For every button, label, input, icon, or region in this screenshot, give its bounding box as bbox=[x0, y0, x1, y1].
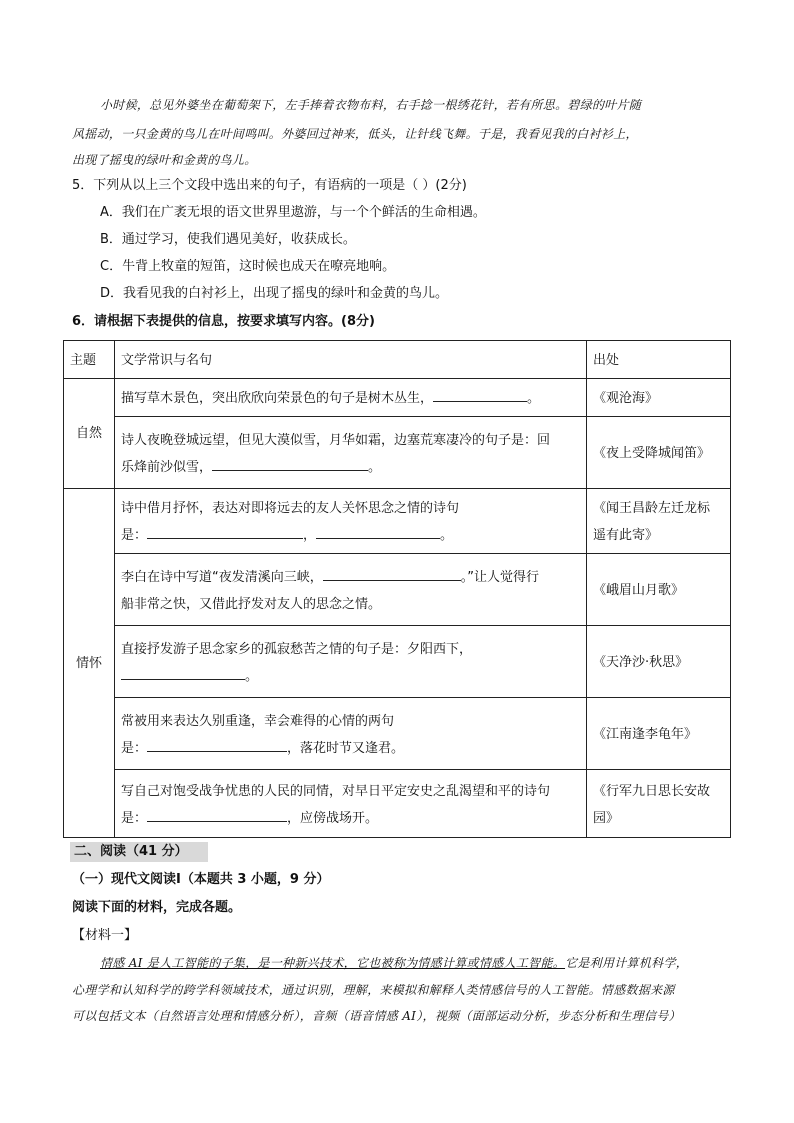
answer-blank[interactable] bbox=[147, 807, 287, 822]
content-text: 。 bbox=[527, 391, 541, 406]
paragraph-text: 它是利用计算机科学， bbox=[565, 956, 689, 970]
content-text: 诗人夜晚登城远望，但见大漠似雪，月华如霜，边塞荒寒凄冷的句子是：回 bbox=[121, 432, 551, 448]
source-cell bbox=[587, 489, 731, 554]
table-row bbox=[64, 489, 731, 554]
content-text: 诗中借月抒怀，表达对即将远去的友人关怀思念之情的诗句 bbox=[121, 501, 460, 516]
content-text: 写自己对饱受战争忧患的人民的同情，对早日平定安史之乱渴望和平的诗句 bbox=[121, 783, 551, 799]
source-cell: 《天净沙·秋思》 bbox=[587, 626, 731, 698]
content-cell bbox=[115, 489, 587, 554]
underlined-sentence: 情感 AI 是人工智能的子集，是一种新兴技术，它也被称为情感计算或情感人工智能。 bbox=[100, 956, 566, 970]
content-cell bbox=[115, 626, 587, 698]
content-cell bbox=[115, 379, 587, 417]
content-cell bbox=[115, 417, 587, 489]
q5-option-d: D．我看见我的白衬衫上，出现了摇曳的绿叶和金黄的鸟儿。 bbox=[100, 286, 449, 301]
header-content: 文学常识与名句 bbox=[115, 341, 587, 379]
source-text: 《闻王昌龄左迁龙标 bbox=[593, 501, 711, 516]
table-row bbox=[64, 417, 731, 489]
header-source: 出处 bbox=[587, 341, 731, 379]
theme-cell-feeling: 情怀 bbox=[64, 489, 115, 838]
content-text: 常被用来表达久别重逢，幸会难得的心情的两句 bbox=[121, 713, 395, 729]
table-row bbox=[64, 698, 731, 770]
q6-stem: 6．请根据下表提供的信息，按要求填写内容。(8分) bbox=[72, 314, 375, 329]
source-cell: 《峨眉山月歌》 bbox=[587, 554, 731, 626]
reading-instruction: 阅读下面的材料，完成各题。 bbox=[72, 900, 242, 915]
content-text: 。 bbox=[245, 668, 259, 684]
table-row bbox=[64, 770, 731, 838]
q5-option-b: B．通过学习，使我们遇见美好，收获成长。 bbox=[100, 232, 356, 247]
table-row bbox=[64, 554, 731, 626]
source-cell bbox=[587, 770, 731, 838]
answer-blank[interactable] bbox=[212, 456, 368, 471]
passage-line-3: 出现了摇曳的绿叶和金黄的鸟儿。 bbox=[72, 153, 257, 167]
content-text: 是： bbox=[121, 810, 148, 826]
content-text: 描写草木景色，突出欣欣向荣景色的句子是树木丛生， bbox=[121, 391, 434, 406]
source-text: 园》 bbox=[593, 810, 620, 826]
subsection-heading: （一）现代文阅读Ⅰ（本题共 3 小题，9 分） bbox=[72, 872, 330, 887]
content-text: 直接抒发游子思念家乡的孤寂愁苦之情的句子是：夕阳西下， bbox=[121, 641, 473, 657]
source-cell: 《夜上受降城闻笛》 bbox=[587, 417, 731, 489]
answer-blank[interactable] bbox=[323, 566, 461, 581]
content-text: ，落花时节又逢君。 bbox=[287, 740, 405, 756]
material-paragraph-line-1 bbox=[100, 953, 688, 973]
content-text: 。 bbox=[368, 459, 382, 475]
header-theme: 主题 bbox=[64, 341, 115, 379]
table-row bbox=[64, 626, 731, 698]
passage-line-2: 风摇动，一只金黄的鸟儿在叶间鸣叫。外婆回过神来，低头，让针线飞舞。于是，我看见我的白衬衫上， bbox=[72, 127, 638, 141]
passage-line-1: 小时候，总见外婆坐在葡萄架下，左手捧着衣物布料，右手捻一根绣花针，若有所思。碧绿的叶片随 bbox=[100, 98, 642, 112]
info-table bbox=[63, 340, 731, 838]
content-text: ， bbox=[303, 528, 317, 543]
content-text: 船非常之快，又借此抒发对友人的思念之情。 bbox=[121, 596, 382, 612]
theme-cell-nature: 自然 bbox=[64, 379, 115, 489]
answer-blank[interactable] bbox=[147, 737, 287, 752]
source-text: 《行军九日思长安故 bbox=[593, 783, 711, 799]
content-text: 。”让人觉得行 bbox=[460, 569, 539, 585]
table-header-row bbox=[64, 341, 731, 379]
q5-option-a: A．我们在广袤无垠的语文世界里遨游，与一个个鲜活的生命相遇。 bbox=[100, 205, 486, 220]
content-text: 是： bbox=[121, 740, 148, 756]
answer-blank[interactable] bbox=[121, 665, 245, 680]
material-label: 【材料一】 bbox=[72, 928, 138, 943]
source-cell: 《江南逢李龟年》 bbox=[587, 698, 731, 770]
content-cell bbox=[115, 554, 587, 626]
content-cell bbox=[115, 770, 587, 838]
content-text: 李白在诗中写道“夜发清溪向三峡， bbox=[121, 569, 323, 585]
content-cell bbox=[115, 698, 587, 770]
content-text: 乐烽前沙似雪， bbox=[121, 459, 213, 475]
q5-stem: 5．下列从以上三个文段中选出来的句子，有语病的一项是（ ）(2分) bbox=[72, 178, 467, 193]
material-paragraph-line-2: 心理学和认知科学的跨学科领域技术，通过识别，理解，来模拟和解释人类情感信号的人工智能。情感数据来源 bbox=[72, 983, 675, 997]
table-row bbox=[64, 379, 731, 417]
content-text: ，应傍战场开。 bbox=[287, 810, 379, 826]
content-text: 是： bbox=[121, 528, 148, 543]
material-paragraph-line-3: 可以包括文本（自然语言处理和情感分析），音频（语音情感 AI），视频（面部运动分析，步态分析和生理信号） bbox=[72, 1009, 681, 1023]
content-text: 。 bbox=[440, 528, 454, 543]
answer-blank[interactable] bbox=[147, 524, 303, 539]
q5-option-c: C．牛背上牧童的短笛，这时候也成天在嘹亮地响。 bbox=[100, 259, 396, 274]
source-cell: 《观沧海》 bbox=[587, 379, 731, 417]
section-heading: 二、阅读（41 分） bbox=[70, 842, 208, 862]
source-text: 遥有此寄》 bbox=[593, 528, 659, 543]
answer-blank[interactable] bbox=[433, 387, 527, 402]
answer-blank[interactable] bbox=[316, 524, 440, 539]
